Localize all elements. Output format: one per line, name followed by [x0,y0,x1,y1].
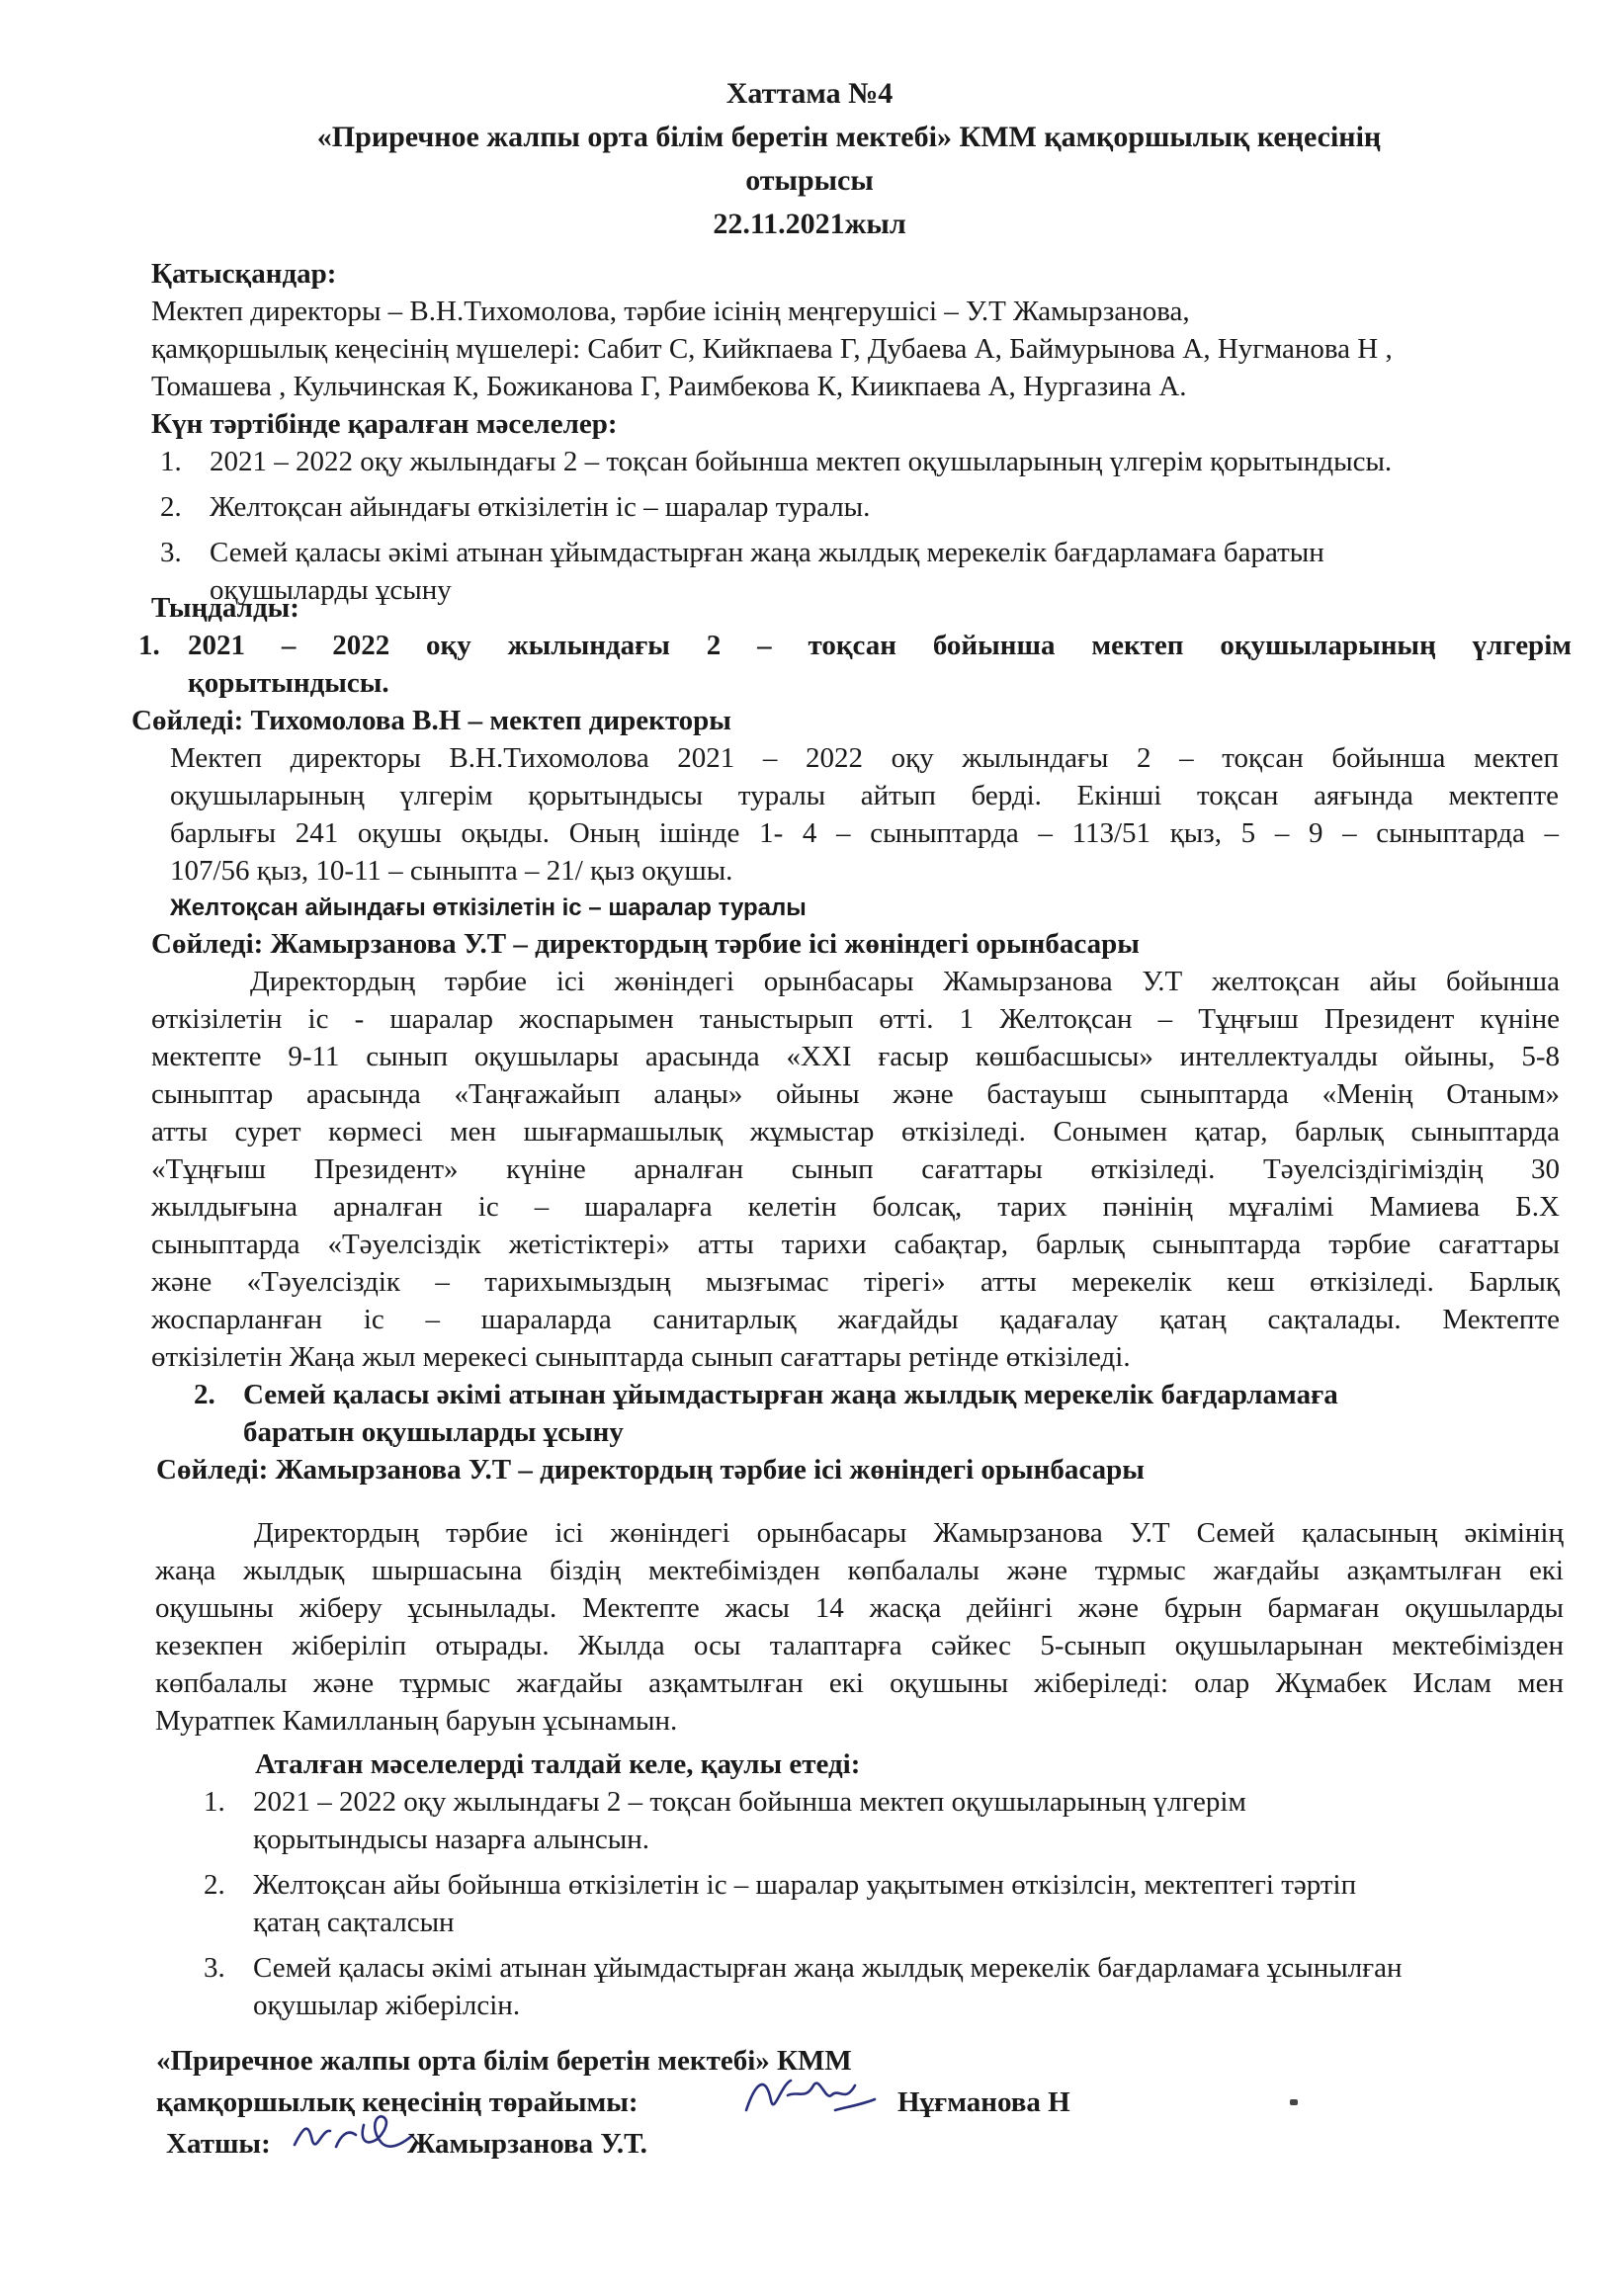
heard-heading: Тыңдалды: [151,592,299,624]
text-line: сыныптарда «Тәуелсіздік жетістіктері» атты тарихи сабақтар, барлық сыныптарда тәрбие сағаттары [151,1229,1560,1260]
list-number: 2. [160,491,182,523]
chair-name: Нұғманова Н [897,2086,1070,2118]
text-line: 2021 – 2022 оқу жылындағы 2 – тоқсан бойынша мектеп оқушыларының үлгерім [253,1786,1246,1818]
text-line: жоспарланған іс – шараларда санитарлық жағдайды қадағалау қатаң сақталады. Мектепте [151,1304,1560,1335]
paragraph [151,963,1560,1000]
list-text: Желтоқсан айындағы өткізілетін іс – шаралар туралы. [210,491,871,523]
text-line: Муратпек Камилланың баруын ұсынамын. [155,1705,678,1737]
list-item [160,534,1574,609]
heard-item-number: 2. [194,1379,215,1410]
text-line: барлығы 241 оқушы оқыды. Оның ішінде 1- 4 – сыныптарда – 113/51 қыз, 5 – 9 – сыныптарда – [170,817,1559,849]
list-text: Семей қаласы әкімі атынан ұйымдастырған жаңа жылдық мерекелік бағдарламаға баратын оқушыларды ұсыну [210,537,1324,606]
text-line: сыныптар арасында «Таңғажайып алаңы» ойыны және бастауыш сыныптарда «Менің Отаным» [151,1078,1560,1110]
text-line: және «Тәуелсіздік – тарихымыздың мызғымас тірегі» атты мерекелік кеш өткізіледі. Барлық [151,1266,1560,1298]
heard-item-title: Семей қаласы әкімі атынан ұйымдастырған жаңа жылдық мерекелік бағдарламаға [243,1379,1338,1410]
text-line: жылдығына арналған іс – шараларға келетін болсақ, тарих пәнінің мұғалімі Мамиева Б.Х [151,1191,1560,1223]
paragraph [151,1000,1560,1376]
secretary-label: Хатшы: [166,2128,271,2160]
text-line: өткізілетін Жаңа жыл мерекесі сыныптарда сынып сағаттары ретінде өткізіледі. [151,1341,1131,1373]
list-number: 1. [160,446,182,477]
document-subtitle: «Приречное жалпы орта білім беретін мектебі» КММ қамқоршылық кеңесінің [316,121,1382,153]
footer-org: «Приречное жалпы орта білім беретін мектебі» КММ [156,2045,852,2077]
list-text [253,1949,1568,2024]
agenda-list [160,443,1574,609]
text-line: қатаң сақталсын [253,1907,455,1938]
list-text: 2021 – 2022 оқу жылындағы 2 – тоқсан бойынша мектеп оқушыларының үлгерім қорытындысы. [210,446,1393,477]
text-line: Желтоқсан айы бойынша өткізілетін іс – шаралар уақытымен өткізілсін, мектептегі тәртіп [253,1869,1357,1901]
text-line: оқушылар жіберілсін. [253,1990,521,2021]
list-item [204,1783,1568,1858]
participants-line: Мектеп директоры – В.Н.Тихомолова, тәрбие ісінің меңгерушісі – У.Т Жамырзанова, [151,296,1190,327]
text-line: «Тұңғыш Президент» күніне арналған сынып сағаттары өткізіледі. Тәуелсіздігіміздің 30 [151,1153,1560,1185]
text-line: оқушыны жіберу ұсынылады. Мектепте жасы 14 жасқа дейінгі және бұрын бармаған оқушыларды [155,1592,1564,1624]
text-line: қорытындысы назарға алынсын. [253,1824,650,1855]
chair-label: қамқоршылық кеңесінің төрайымы: [156,2086,639,2118]
text-line: өткізілетін іс - шаралар жоспарымен таныстырып өтті. 1 Желтоқсан – Тұңғыш Президент күніне [151,1003,1560,1035]
text-line: кезекпен жіберіліп отырады. Жылда осы талаптарға сәйкес 5-сынып оқушыларынан мектебімізден [155,1630,1564,1661]
list-item [204,1866,1568,1941]
list-number: 3. [160,537,182,568]
document-subtitle-line2: отырысы [745,164,874,197]
paragraph [155,1552,1564,1740]
text-line: Директордың тәрбие ісі жөніндегі орынбасары Жамырзанова У.Т желтоқсан айы бойынша [250,966,1560,997]
text-line: оқушыларының үлгерім қорытындысы туралы айтып берді. Екінші тоқсан аяғында мектепте [170,780,1559,811]
paragraph [170,739,1559,890]
list-number: 2. [204,1869,225,1901]
participants-heading: Қатысқандар: [151,258,337,290]
agenda-heading: Күн тәртібінде қаралған мәселелер: [151,408,618,440]
secretary-signature [287,2095,425,2169]
document-title: Хаттама №4 [725,77,894,110]
list-item [160,443,1574,480]
text-line: 107/56 қыз, 10-11 – сыныпта – 21/ қыз оқушы. [170,855,733,887]
text-line: Директордың тәрбие ісі жөніндегі орынбасары Жамырзанова У.Т Семей қаласының әкімінің [254,1517,1564,1549]
list-item [160,488,1574,526]
decision-heading: Аталған мәселелерді талдай келе, қаулы етеді: [255,1748,861,1780]
participants-line: Томашева , Кульчинская К, Божиканова Г, Раимбекова К, Киикпаева А, Нургазина А. [151,371,1187,402]
list-number: 1. [204,1786,225,1818]
heard-item-title-line2: қорытындысы. [188,667,389,699]
list-text [253,1783,1568,1858]
heard-item-title-line2: баратын оқушыларды ұсыну [243,1416,624,1448]
text-line: Семей қаласы әкімі атынан ұйымдастырған жаңа жылдық мерекелік бағдарламаға ұсынылған [253,1952,1403,1984]
document-date: 22.11.2021жыл [713,208,906,240]
text-line: Мектеп директоры В.Н.Тихомолова 2021 – 2022 оқу жылындағы 2 – тоқсан бойынша мектеп [170,742,1559,774]
heard-item-number: 1. [138,630,160,661]
decision-list [204,1783,1568,2024]
chair-signature [736,2056,885,2135]
text-line: мектепте 9-11 сынып оқушылары арасында «XXI ғасыр көшбасшысы» интеллектуалды ойыны, 5-8 [151,1041,1560,1072]
list-text [253,1866,1568,1941]
text-line: жаңа жылдық шыршасына біздің мектебімізден көпбалалы және тұрмыс жағдайы азқамтылған екі [155,1555,1564,1586]
participants-line: қамқоршылық кеңесінің мүшелері: Сабит С, Кийкпаева Г, Дубаева А, Баймурынова А, Нугманова Н , [151,333,1393,365]
heard-item-title [188,627,1572,664]
list-item [204,1949,1568,2024]
text-line: көпбалалы және тұрмыс жағдайы азқамтылған екі оқушыны жіберіледі: олар Жұмабек Ислам мен [155,1667,1564,1699]
speaker-label: Сөйледі: Тихомолова В.Н – мектеп директоры [131,705,731,736]
paragraph [155,1514,1564,1552]
secretary-name: Жамырзанова У.Т. [407,2128,647,2160]
text-line: атты сурет көрмесі мен шығармашылық жұмыстар өткізіледі. Сонымен қатар, барлық сыныптарда [151,1116,1560,1148]
list-number: 3. [204,1952,225,1984]
text-line: 2021 – 2022 оқу жылындағы 2 – тоқсан бойынша мектеп оқушыларының үлгерім [188,630,1572,661]
speaker-label: Сөйледі: Жамырзанова У.Т – директордың тәрбие ісі жөніндегі орынбасары [156,1454,1145,1486]
speaker-label: Сөйледі: Жамырзанова У.Т – директордың тәрбие ісі жөніндегі орынбасары [151,928,1140,960]
scan-speck [1290,2099,1298,2105]
subheading: Желтоқсан айындағы өткізілетін іс – шаралар туралы [170,894,807,921]
